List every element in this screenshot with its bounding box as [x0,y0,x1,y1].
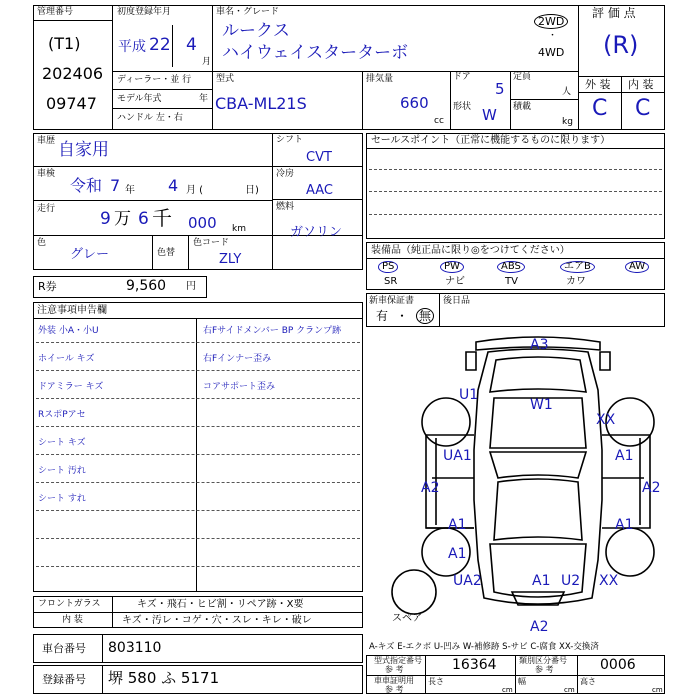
chassis-value: 803110 [108,640,162,656]
chassis-label: 車台番号 [42,642,86,655]
shaken-month-unit: 月 ( [186,185,204,196]
height-unit: cm [652,686,663,694]
note-left-6: シート 汚れ [38,466,86,476]
note-left-3: ドアミラー キズ [38,382,104,392]
note-left-7: シート すれ [38,494,86,504]
dealer-label: ディーラー・並 行 [117,75,192,85]
color-value: グレー [70,247,110,262]
first-reg-label: 初度登録年月 [117,7,172,17]
interior-glass-label: 内 装 [62,615,83,625]
equip-sr: SR [384,276,398,287]
color-code-label: 色コード [193,238,230,248]
note-left-1: 外装 小A・小U [38,326,99,336]
mileage-unit: km [232,224,246,234]
mileage-sen-unit: 千 [152,206,172,230]
equip-ps: PS [378,261,398,273]
shift-label: シフト [276,135,304,145]
load-unit: kg [562,117,573,127]
model-year-label: モデル年式 [117,94,162,104]
aircon-label: 冷房 [276,169,295,179]
note-right-1: 右Fサイドメンバー BP クランプ跡 [203,326,342,336]
mileage-man: 9 [100,209,111,229]
exterior-label: 外 装 [585,78,611,91]
model-year-unit: 年 [199,94,209,104]
registration-value: 堺 580 ふ 5171 [108,669,220,687]
mark-left-side-a2: A2 [421,480,440,496]
class-label: 類別区分番号 [519,656,567,665]
note-left-4: RスポPアセ [38,410,86,420]
door-value: 5 [495,80,505,98]
shaken-day-unit: 日) [245,185,259,196]
front-glass-label: フロントガラス [38,599,101,609]
class-value: 0006 [600,657,636,673]
equip-aw: AW [625,261,649,273]
cert-ref: 参 考 [385,685,404,694]
door-label: ドア [453,72,471,82]
first-reg-month-unit: 月 [202,57,212,67]
shape-label: 形状 [453,102,472,112]
equip-pw: PW [440,261,464,273]
equip-tv: TV [505,276,518,287]
mark-roof-w1: W1 [530,397,553,413]
length-label: 長さ [428,677,444,686]
note-left-5: シート キズ [38,438,86,448]
car-diagram [366,330,666,640]
rken-box [33,276,207,298]
width-unit: cm [564,686,575,694]
color-code-value: ZLY [219,252,242,267]
rken-unit: 円 [186,281,196,292]
shaken-era: 令和 [70,176,103,195]
warranty-no: 無 [416,308,434,324]
seal-label: 後日品 [443,296,471,306]
shape-value: W [482,106,497,124]
type-value: CBA-ML21S [215,94,307,113]
rken-value: 9,560 [126,278,167,294]
height-label: 高さ [580,677,596,686]
front-glass-text: キズ・飛石・ヒビ割・リペア跡・X要 [137,599,304,610]
equip-leather: カワ [566,276,586,287]
history-label: 車歴 [37,136,56,146]
car-name: ルークス [222,21,290,41]
eval-label: 評 価 点 [592,6,636,20]
mark-front-u2: U2 [561,573,581,589]
registration-label: 登録番号 [42,673,86,686]
rken-label: R券 [38,280,57,293]
disp-value: 660 [400,94,429,112]
car-grade: ハイウェイスターターボ [222,43,409,63]
mark-left-front-a1: A1 [448,517,467,533]
spare-label: スペア [392,613,422,624]
mark-left-rear-u1: U1 [459,387,479,403]
load-label: 積載 [513,102,532,112]
kanri-num2: 09747 [46,94,97,113]
mark-right-front-xx: XX [599,573,619,589]
mileage-label: 走行 [37,204,56,214]
mark-right-rear-a1: A1 [615,448,634,464]
mark-front-a1: A1 [532,573,551,589]
warranty-dot: ・ [396,309,409,323]
kanri-label: 管理番号 [37,7,74,17]
mark-right-front-a1: A1 [615,517,634,533]
mileage-sen: 6 [138,209,149,229]
length-unit: cm [502,686,513,694]
warranty-yes: 有 [376,309,389,323]
equip-navi: ナビ [445,276,465,287]
shaken-year-unit: 年 [125,185,135,196]
aircon-value: AAC [306,183,333,198]
width-label: 幅 [518,677,526,686]
disp-label: 排気量 [366,74,394,84]
first-reg-month: 4 [186,35,197,55]
equipment-title: 装備品（純正品に限り◎をつけてください） [371,245,570,256]
interior-value: C [635,96,651,121]
note-right-3: コアサポート歪み [203,382,276,392]
drive-dot: ・ [548,31,558,41]
drive-4wd: 4WD [538,46,565,59]
disp-unit: cc [434,116,444,126]
shaken-label: 車検 [37,169,56,179]
mark-left-front-a1-2: A1 [448,546,467,562]
mark-left-front-ua2: UA2 [453,573,482,589]
type-designation-label: 型式指定番号 [374,656,422,665]
mileage-rest: 000 [188,214,217,232]
class-ref: 参 考 [535,665,554,674]
capacity-label: 定員 [513,72,532,82]
warranty-label: 新車保証書 [369,296,415,306]
history-value: 自家用 [58,140,109,160]
shaken-month: 4 [168,176,179,195]
mileage-man-unit: 万 [114,209,131,229]
exterior-value: C [592,96,608,121]
kanri-code: (T1) [48,34,81,53]
car-name-label: 車名・グレード [216,7,280,17]
shaken-year: 7 [110,176,121,195]
notes-title: 注意事項申告欄 [37,305,107,316]
sales-point-title: セールスポイント（正常に機能するものに限ります） [371,135,611,146]
header-section [33,5,665,130]
first-reg-year: 22 [149,35,171,55]
mark-right-rear-xx: XX [596,412,616,428]
type-designation-ref: 参 考 [385,665,404,674]
drive-2wd: 2WD [534,14,568,29]
first-reg-era: 平成 [118,39,146,55]
fuel-label: 燃料 [276,202,295,212]
equip-airbag: エアB [560,261,595,273]
damage-legend: A-キズ E-エクボ U-凹み W-補修跡 S-サビ C-腐食 XX-交換済 [369,642,599,652]
type-label: 型式 [216,74,235,84]
fuel-value: ガソリン [290,225,343,240]
capacity-unit: 人 [562,87,572,97]
cert-label: 車車証明用 [374,676,414,685]
equip-abs: ABS [497,261,525,273]
color-label: 色 [37,238,47,248]
mark-rear-a3: A3 [530,337,549,353]
interior-glass-text: キズ・汚レ・コゲ・穴・スレ・キレ・破レ [122,615,312,626]
interior-label: 内 装 [628,78,654,91]
mark-right-side-a1: A2 [642,480,661,496]
eval-value: (R) [603,31,639,59]
note-left-2: ホイール キズ [38,354,95,364]
handle-label: ハンドル 左・右 [117,113,183,123]
mark-bumper-a2: A2 [530,619,549,635]
color-change-label: 色替 [157,248,176,258]
type-designation-value: 16364 [452,657,497,673]
kanri-num1: 202406 [42,64,104,83]
mark-left-rear-ua1: UA1 [443,448,472,464]
shift-value: CVT [306,150,332,165]
note-right-2: 右Fインナー歪み [203,354,272,364]
